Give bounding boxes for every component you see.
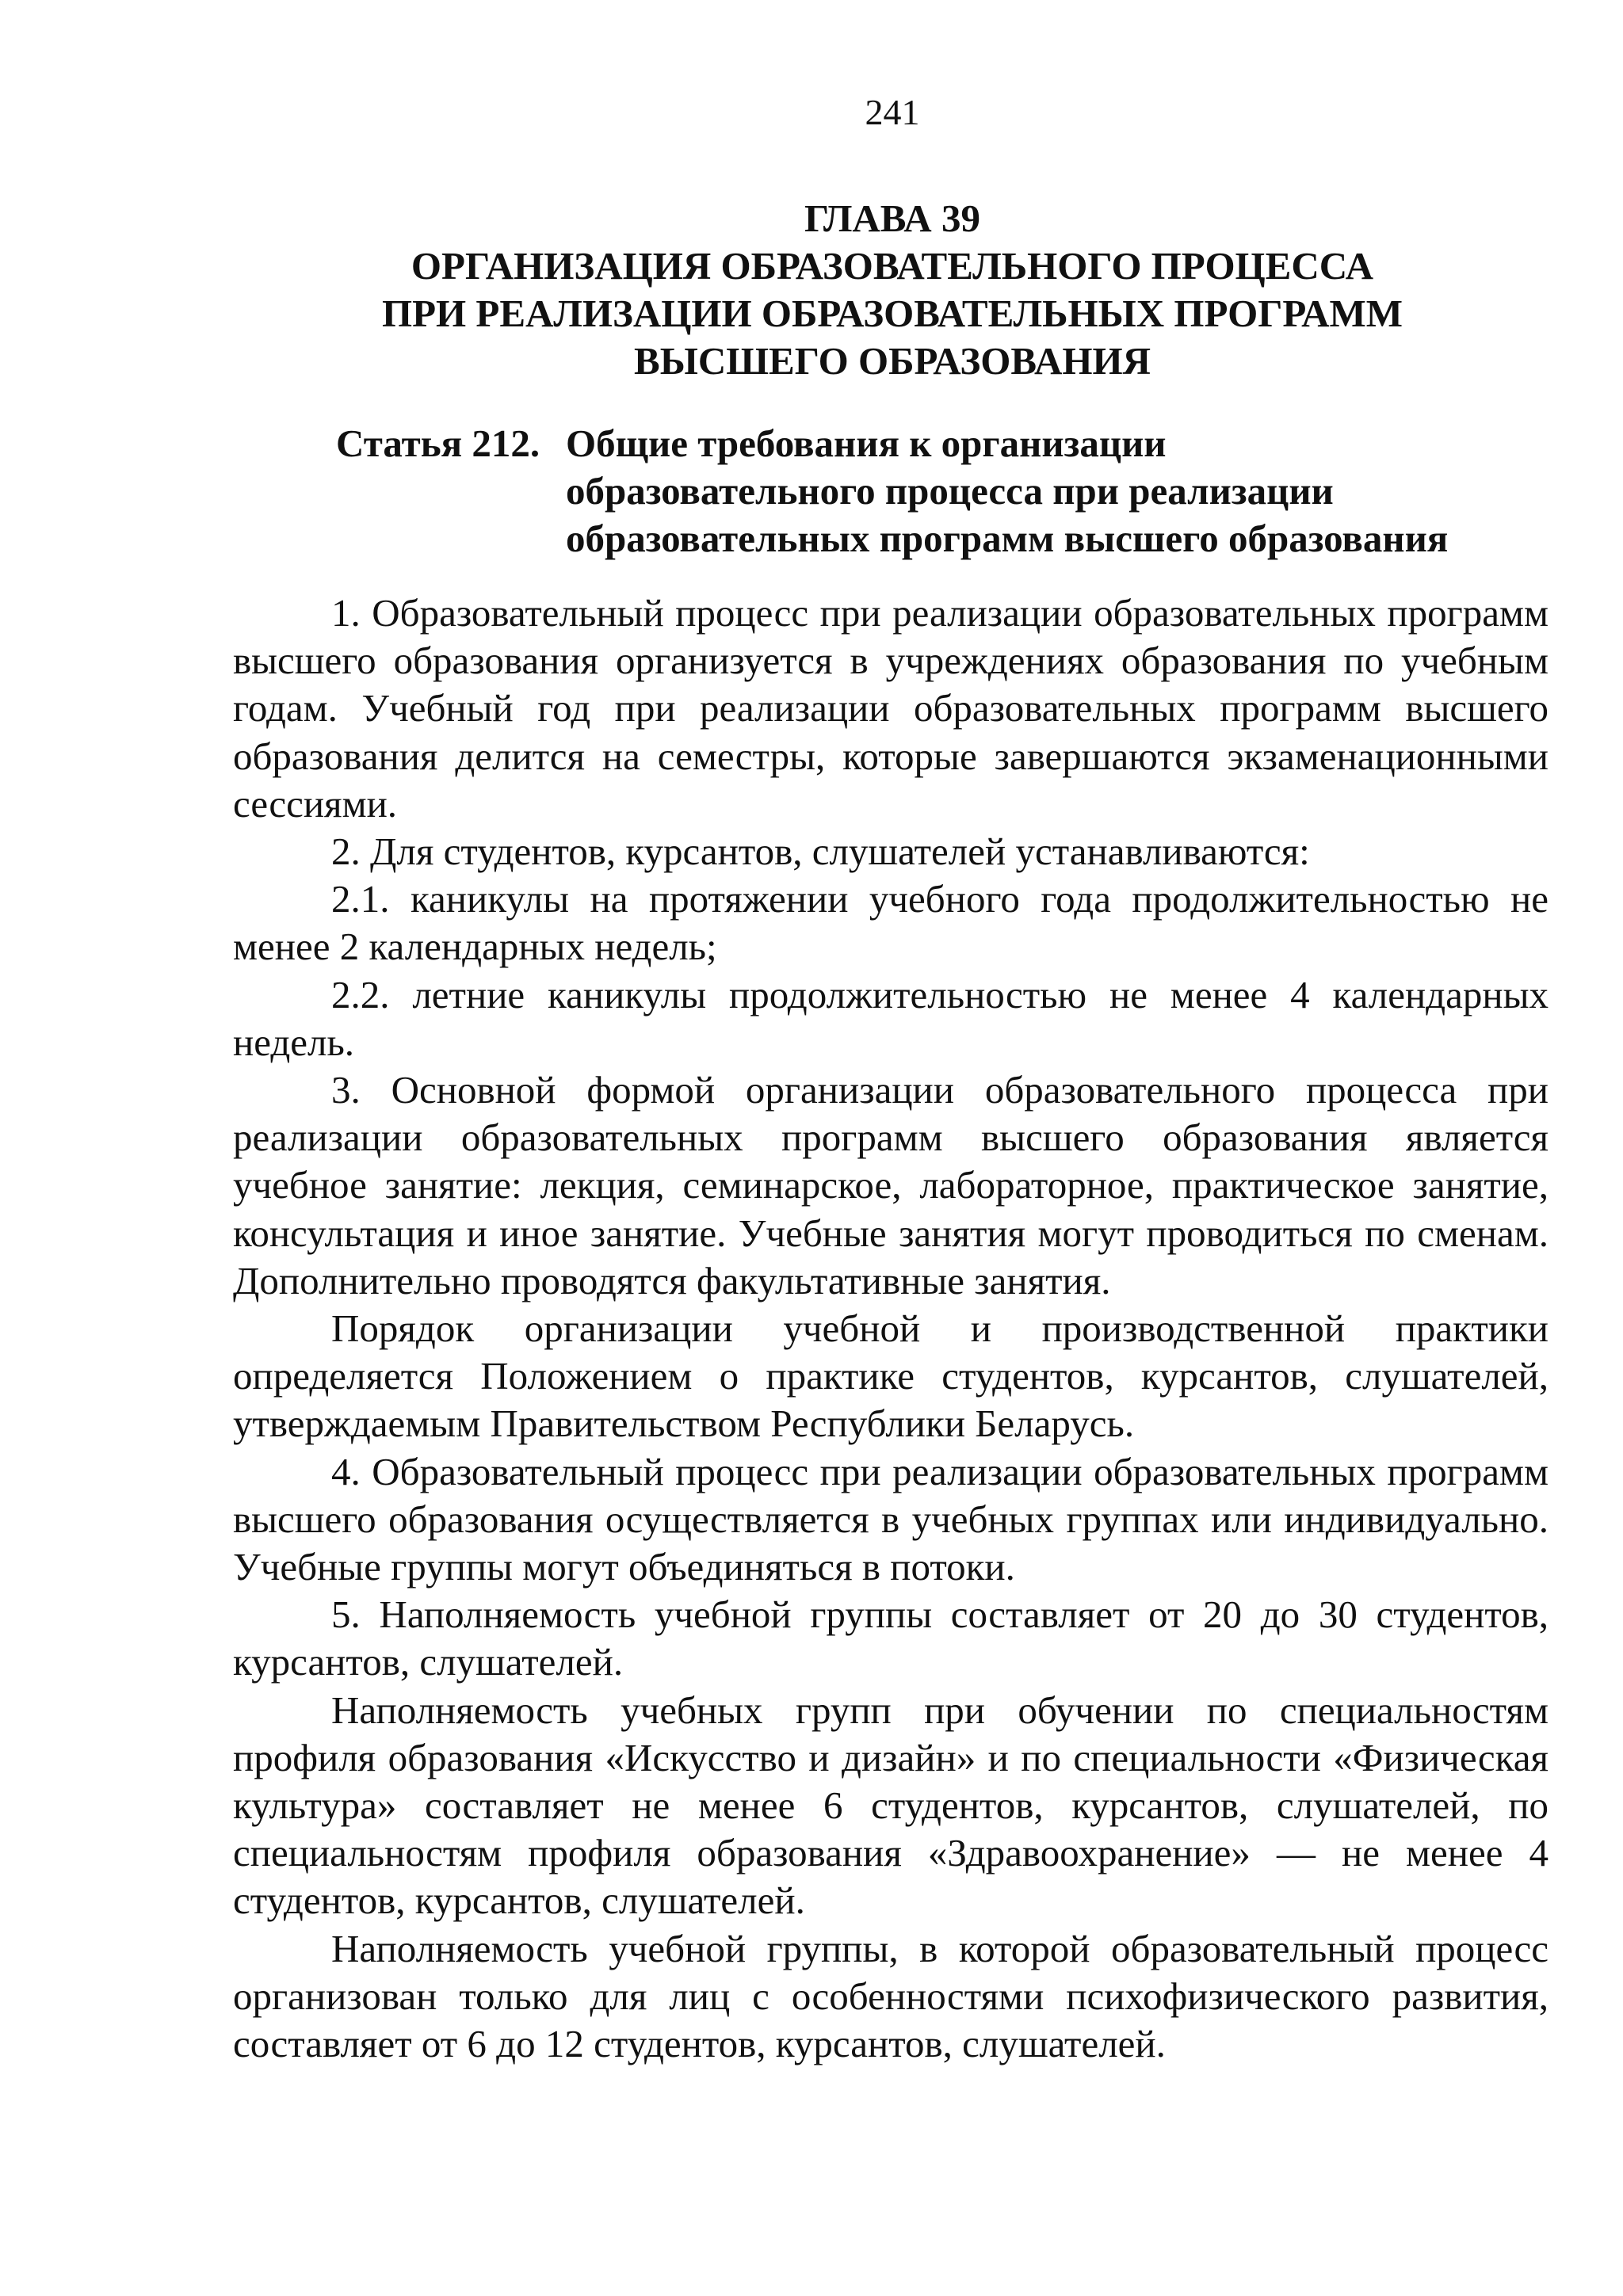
- paragraph: Наполняемость учебных групп при обучении по специальностям профиля образования «Искусство и дизайн» и по специальности «Физическая культура» составляет не менее 6 студентов, курсантов, слушателей, по специальностям профиля образования «Здравоохранение» — не менее 4 студентов, курсантов, слушателей.: [233, 1688, 1549, 1923]
- paragraph: 4. Образовательный процесс при реализации образовательных программ высшего образования осуществляется в учебных группах или индивидуально. Учебные группы могут объединяться в потоки.: [233, 1449, 1549, 1589]
- chapter-number: ГЛАВА 39: [804, 196, 980, 240]
- paragraph: 5. Наполняемость учебной группы составляет от 20 до 30 студентов, курсантов, слушателей.: [233, 1592, 1549, 1684]
- article-label: Статья 212.: [336, 421, 540, 465]
- article-title: [566, 420, 1572, 563]
- paragraph: Наполняемость учебной группы, в которой образовательный процесс организован только для лиц с особенностями психофизического развития, составляет от 6 до 12 студентов, курсантов, слушателей.: [233, 1926, 1549, 2066]
- paragraph: Порядок организации учебной и производственной практики определяется Положением о практике студентов, курсантов, слушателей, утверждаемым Правительством Республики Беларусь.: [233, 1306, 1549, 1446]
- chapter-heading: [0, 195, 1623, 385]
- paragraph: 2. Для студентов, курсантов, слушателей устанавливаются:: [331, 830, 1310, 874]
- article-title-line: Общие требования к организации: [566, 421, 1167, 465]
- chapter-title-line: ВЫСШЕГО ОБРАЗОВАНИЯ: [634, 339, 1151, 383]
- article-body: [233, 589, 1549, 2068]
- paragraph: 1. Образовательный процесс при реализации образовательных программ высшего образования организуется в учреждениях образования по учебным годам. Учебный год при реализации образовательных программ высшего образования делится на семестры, которые завершаются экзаменационными сессиями.: [233, 591, 1549, 826]
- page-number: 241: [865, 92, 920, 132]
- article-title-line: образовательного процесса при реализации: [566, 469, 1334, 513]
- chapter-title-line: ОРГАНИЗАЦИЯ ОБРАЗОВАТЕЛЬНОГО ПРОЦЕССА: [411, 244, 1374, 288]
- article-title-line: образовательных программ высшего образования: [566, 517, 1449, 560]
- paragraph: 2.1. каникулы на протяжении учебного года продолжительностью не менее 2 календарных недель;: [233, 877, 1549, 969]
- chapter-title-line: ПРИ РЕАЛИЗАЦИИ ОБРАЗОВАТЕЛЬНЫХ ПРОГРАММ: [382, 292, 1403, 335]
- paragraph: 3. Основной формой организации образовательного процесса при реализации образовательных программ высшего образования является учебное занятие: лекция, семинарское, лабораторное, практическое занятие, консультация и иное занятие. Учебные занятия могут проводиться по сменам. Дополнительно проводятся факультативные занятия.: [233, 1068, 1549, 1302]
- paragraph: 2.2. летние каникулы продолжительностью не менее 4 календарных недель.: [233, 972, 1549, 1064]
